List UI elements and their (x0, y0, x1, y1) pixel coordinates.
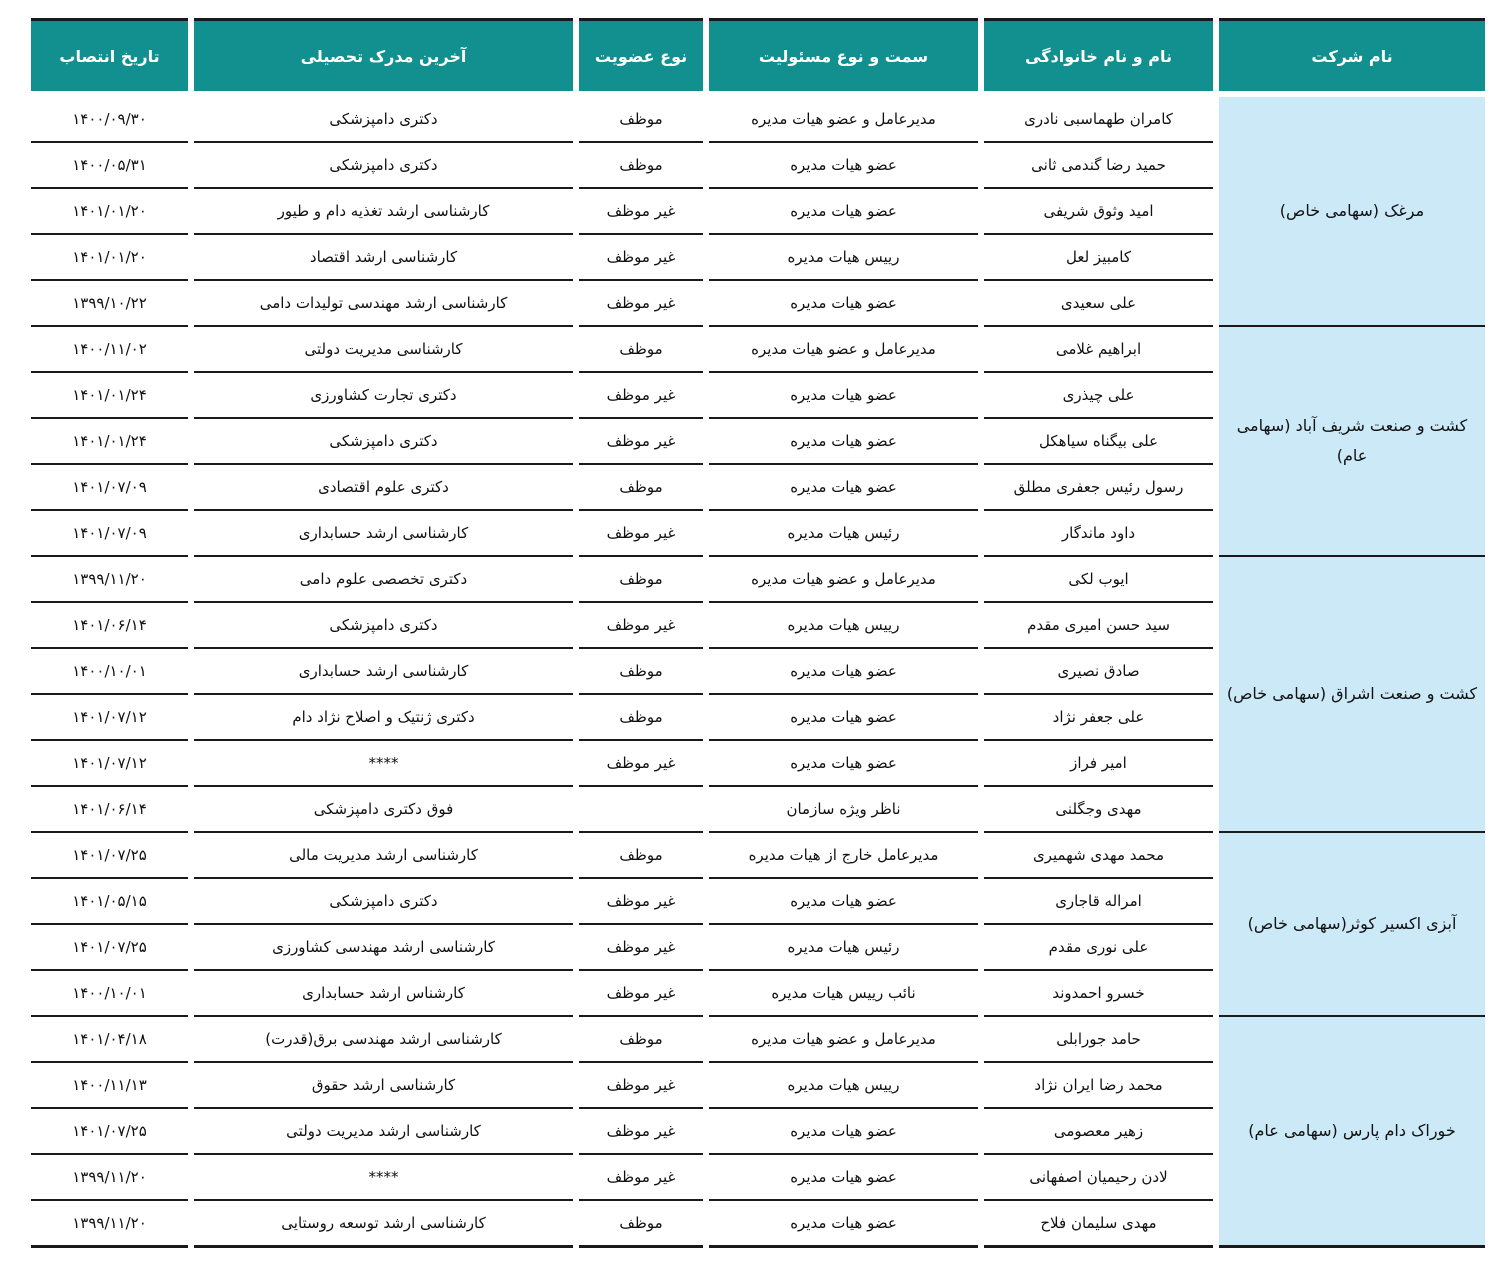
member-degree: کارشناسی ارشد تغذیه دام و طیور (191, 188, 576, 234)
appointment-date: ۱۴۰۰/۰۹/۳۰ (28, 94, 191, 142)
member-degree: **** (191, 740, 576, 786)
member-membership: موظف (576, 648, 706, 694)
member-membership: غیر موظف (576, 1108, 706, 1154)
member-name: محمد رضا ایران نژاد (981, 1062, 1216, 1108)
member-role: رییس هیات مدیره (706, 1062, 981, 1108)
company-name: مرغک (سهامی خاص) (1216, 94, 1488, 326)
member-name: علی بیگناه سیاهکل (981, 418, 1216, 464)
member-name: لادن رحیمیان اصفهانی (981, 1154, 1216, 1200)
member-name: سید حسن امیری مقدم (981, 602, 1216, 648)
table-row (28, 94, 1488, 142)
member-name: کامبیز لعل (981, 234, 1216, 280)
table-row (28, 556, 1488, 602)
appointment-date: ۱۴۰۰/۱۰/۰۱ (28, 970, 191, 1016)
appointment-date: ۱۴۰۱/۰۱/۲۰ (28, 188, 191, 234)
member-degree: دکتری دامپزشکی (191, 418, 576, 464)
member-membership: غیر موظف (576, 280, 706, 326)
appointment-date: ۱۴۰۱/۰۶/۱۴ (28, 786, 191, 832)
member-membership: غیر موظف (576, 602, 706, 648)
member-membership: غیر موظف (576, 924, 706, 970)
member-role: عضو هیات مدیره (706, 1200, 981, 1247)
member-role: عضو هیات مدیره (706, 1154, 981, 1200)
member-degree: کارشناسی ارشد مدیریت دولتی (191, 1108, 576, 1154)
appointment-date: ۱۴۰۰/۱۰/۰۱ (28, 648, 191, 694)
member-degree: دکتری علوم اقتصادی (191, 464, 576, 510)
appointment-date: ۱۴۰۱/۰۷/۱۲ (28, 694, 191, 740)
member-degree: دکتری تجارت کشاورزی (191, 372, 576, 418)
member-membership: غیر موظف (576, 1062, 706, 1108)
member-name: خسرو احمدوند (981, 970, 1216, 1016)
appointment-date: ۱۴۰۱/۰۷/۲۵ (28, 832, 191, 878)
member-degree: دکتری دامپزشکی (191, 142, 576, 188)
member-degree: کارشناس ارشد حسابداری (191, 970, 576, 1016)
member-name: امراله قاجاری (981, 878, 1216, 924)
member-membership: غیر موظف (576, 878, 706, 924)
member-membership: غیر موظف (576, 1154, 706, 1200)
member-membership: موظف (576, 694, 706, 740)
member-degree: کارشناسی ارشد مهندسی تولیدات دامی (191, 280, 576, 326)
table-row (28, 832, 1488, 878)
member-role: عضو هیات مدیره (706, 280, 981, 326)
appointment-date: ۱۴۰۱/۰۷/۲۵ (28, 1108, 191, 1154)
member-membership: موظف (576, 832, 706, 878)
member-membership: موظف (576, 1016, 706, 1062)
member-name: مهدی وجگلنی (981, 786, 1216, 832)
member-role: عضو هیات مدیره (706, 1108, 981, 1154)
appointment-date: ۱۴۰۱/۰۱/۲۴ (28, 418, 191, 464)
member-name: داود ماندگار (981, 510, 1216, 556)
member-role: عضو هیات مدیره (706, 188, 981, 234)
member-membership: موظف (576, 326, 706, 372)
company-name: کشت و صنعت شریف آباد (سهامی عام) (1216, 326, 1488, 556)
member-role: مدیرعامل و عضو هیات مدیره (706, 1016, 981, 1062)
member-degree: کارشناسی ارشد حسابداری (191, 510, 576, 556)
member-role: نائب رییس هیات مدیره (706, 970, 981, 1016)
appointment-date: ۱۴۰۱/۰۱/۲۰ (28, 234, 191, 280)
appointment-date: ۱۴۰۱/۰۷/۲۵ (28, 924, 191, 970)
appointment-date: ۱۳۹۹/۱۰/۲۲ (28, 280, 191, 326)
member-degree: دکتری دامپزشکی (191, 602, 576, 648)
appointment-date: ۱۴۰۱/۰۴/۱۸ (28, 1016, 191, 1062)
appointment-date: ۱۴۰۱/۰۷/۰۹ (28, 464, 191, 510)
member-role: رییس هیات مدیره (706, 234, 981, 280)
member-role: عضو هیات مدیره (706, 878, 981, 924)
table-body (28, 94, 1488, 1247)
member-name: محمد مهدی شهمیری (981, 832, 1216, 878)
member-degree: دکتری ژنتیک و اصلاح نژاد دام (191, 694, 576, 740)
member-role: مدیرعامل و عضو هیات مدیره (706, 94, 981, 142)
member-degree: کارشناسی ارشد مهندسی کشاورزی (191, 924, 576, 970)
appointment-date: ۱۳۹۹/۱۱/۲۰ (28, 556, 191, 602)
member-membership: غیر موظف (576, 372, 706, 418)
member-role: مدیرعامل و عضو هیات مدیره (706, 326, 981, 372)
member-degree: کارشناسی ارشد مهندسی برق(قدرت) (191, 1016, 576, 1062)
company-name: خوراک دام پارس (سهامی عام) (1216, 1016, 1488, 1247)
member-role: رئیس هیات مدیره (706, 924, 981, 970)
member-role: عضو هیات مدیره (706, 740, 981, 786)
member-membership: موظف (576, 1200, 706, 1247)
appointment-date: ۱۴۰۱/۰۷/۰۹ (28, 510, 191, 556)
header-role: سمت و نوع مسئولیت (706, 20, 981, 95)
company-name: کشت و صنعت اشراق (سهامی خاص) (1216, 556, 1488, 832)
member-membership: موظف (576, 142, 706, 188)
member-membership: غیر موظف (576, 234, 706, 280)
member-role: عضو هیات مدیره (706, 694, 981, 740)
appointment-date: ۱۴۰۰/۱۱/۰۲ (28, 326, 191, 372)
member-membership: غیر موظف (576, 418, 706, 464)
header-name: نام و نام خانوادگی (981, 20, 1216, 95)
header-company: نام شرکت (1216, 20, 1488, 95)
member-membership: غیر موظف (576, 188, 706, 234)
member-membership: موظف (576, 556, 706, 602)
member-role: مدیرعامل و عضو هیات مدیره (706, 556, 981, 602)
member-membership: موظف (576, 464, 706, 510)
appointment-date: ۱۴۰۱/۰۷/۱۲ (28, 740, 191, 786)
member-degree: کارشناسی ارشد توسعه روستایی (191, 1200, 576, 1247)
appointment-date: ۱۴۰۱/۰۶/۱۴ (28, 602, 191, 648)
member-role: عضو هیات مدیره (706, 464, 981, 510)
member-degree: دکتری دامپزشکی (191, 878, 576, 924)
member-role: ناظر ویژه سازمان (706, 786, 981, 832)
header-date: تاریخ انتصاب (28, 20, 191, 95)
member-role: رئیس هیات مدیره (706, 510, 981, 556)
member-degree: کارشناسی ارشد مدیریت مالی (191, 832, 576, 878)
member-name: حمید رضا گندمی ثانی (981, 142, 1216, 188)
member-degree: فوق دکتری دامپزشکی (191, 786, 576, 832)
member-name: مهدی سلیمان فلاح (981, 1200, 1216, 1247)
member-degree: دکتری تخصصی علوم دامی (191, 556, 576, 602)
member-degree: **** (191, 1154, 576, 1200)
appointment-date: ۱۴۰۱/۰۱/۲۴ (28, 372, 191, 418)
member-membership: غیر موظف (576, 970, 706, 1016)
table-row (28, 326, 1488, 372)
appointment-date: ۱۴۰۰/۰۵/۳۱ (28, 142, 191, 188)
member-role: عضو هیات مدیره (706, 142, 981, 188)
appointment-date: ۱۳۹۹/۱۱/۲۰ (28, 1154, 191, 1200)
member-membership: موظف (576, 94, 706, 142)
appointment-date: ۱۴۰۱/۰۵/۱۵ (28, 878, 191, 924)
header-membership: نوع عضویت (576, 20, 706, 95)
member-name: امید وثوق شریفی (981, 188, 1216, 234)
appointment-date: ۱۳۹۹/۱۱/۲۰ (28, 1200, 191, 1247)
member-degree: کارشناسی مدیریت دولتی (191, 326, 576, 372)
member-name: علی نوری مقدم (981, 924, 1216, 970)
member-membership: غیر موظف (576, 740, 706, 786)
member-role: مدیرعامل خارج از هیات مدیره (706, 832, 981, 878)
board-members-table (25, 18, 1491, 1248)
member-name: رسول رئیس جعفری مطلق (981, 464, 1216, 510)
member-role: عضو هیات مدیره (706, 418, 981, 464)
member-name: صادق نصیری (981, 648, 1216, 694)
member-role: عضو هیات مدیره (706, 648, 981, 694)
member-degree: کارشناسی ارشد اقتصاد (191, 234, 576, 280)
member-name: کامران طهماسبی نادری (981, 94, 1216, 142)
member-degree: دکتری دامپزشکی (191, 94, 576, 142)
member-name: ایوب لکی (981, 556, 1216, 602)
member-degree: کارشناسی ارشد حسابداری (191, 648, 576, 694)
header-degree: آخرین مدرک تحصیلی (191, 20, 576, 95)
member-name: علی سعیدی (981, 280, 1216, 326)
header-row (28, 20, 1488, 95)
member-name: ابراهیم غلامی (981, 326, 1216, 372)
member-role: عضو هیات مدیره (706, 372, 981, 418)
member-name: علی چیذری (981, 372, 1216, 418)
member-name: زهیر معصومی (981, 1108, 1216, 1154)
member-name: امیر فراز (981, 740, 1216, 786)
member-membership: غیر موظف (576, 510, 706, 556)
table-row (28, 1016, 1488, 1062)
member-name: حامد جورابلی (981, 1016, 1216, 1062)
company-name: آبزی اکسیر کوثر(سهامی خاص) (1216, 832, 1488, 1016)
member-membership (576, 786, 706, 832)
member-role: رییس هیات مدیره (706, 602, 981, 648)
member-degree: کارشناسی ارشد حقوق (191, 1062, 576, 1108)
member-name: علی جعفر نژاد (981, 694, 1216, 740)
appointment-date: ۱۴۰۰/۱۱/۱۳ (28, 1062, 191, 1108)
